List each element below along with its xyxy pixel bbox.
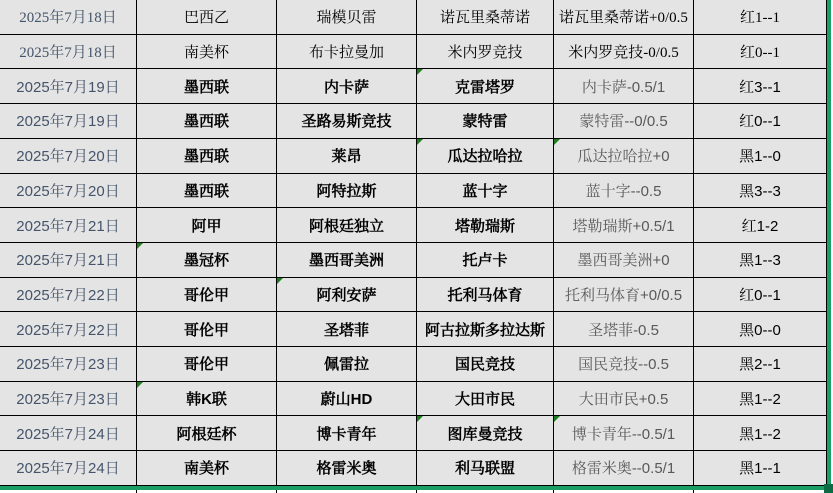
league-cell[interactable] — [137, 278, 277, 313]
match-date-cell[interactable] — [0, 382, 137, 417]
handicap-pick-cell[interactable] — [554, 243, 694, 278]
away-team-cell[interactable] — [417, 139, 554, 174]
home-team-cell[interactable] — [277, 104, 417, 139]
away-team-text: 米内罗竞技 — [447, 45, 523, 62]
cell-error-triangle-icon — [554, 139, 560, 145]
handicap-pick-cell[interactable] — [554, 347, 694, 382]
away-team-text: 克雷塔罗 — [454, 78, 515, 96]
away-team-text: 利马联盟 — [454, 460, 515, 478]
result-cell[interactable] — [694, 69, 827, 104]
league-text: 韩K联 — [186, 391, 227, 409]
league-text: 墨西联 — [183, 113, 229, 131]
handicap-pick-text: 墨西哥美洲+0 — [577, 252, 670, 270]
handicap-pick-text: 瓜达拉哈拉+0 — [577, 148, 670, 166]
match-date-text: 2025年7月23日 — [16, 356, 120, 374]
handicap-pick-text: 米内罗竞技-0/0.5 — [568, 45, 679, 62]
home-team-text: 阿特拉斯 — [316, 182, 377, 200]
handicap-pick-text: 国民竞技--0.5 — [578, 356, 669, 374]
away-team-text: 塔勒瑞斯 — [454, 217, 515, 235]
away-team-text: 瓜达拉哈拉 — [447, 148, 523, 166]
away-team-text: 蓝十字 — [462, 182, 508, 200]
result-cell[interactable] — [694, 208, 827, 243]
handicap-pick-cell[interactable] — [554, 35, 694, 70]
league-cell[interactable] — [137, 347, 277, 382]
league-cell[interactable] — [137, 243, 277, 278]
home-team-cell[interactable] — [277, 174, 417, 209]
match-date-text: 2025年7月24日 — [16, 425, 120, 443]
league-cell[interactable] — [137, 312, 277, 347]
match-date-text: 2025年7月20日 — [16, 182, 120, 200]
result-text: 红0--1 — [739, 113, 781, 131]
league-cell[interactable] — [137, 416, 277, 451]
match-date-cell[interactable] — [0, 312, 137, 347]
handicap-pick-text: 大田市民+0.5 — [578, 391, 669, 409]
match-date-cell[interactable] — [0, 451, 137, 486]
result-text: 红0--1 — [740, 45, 780, 62]
home-team-text: 佩雷拉 — [323, 356, 369, 374]
home-team-cell[interactable] — [277, 69, 417, 104]
handicap-pick-cell[interactable] — [554, 139, 694, 174]
away-team-cell[interactable] — [417, 382, 554, 417]
league-text: 阿根廷杯 — [176, 425, 237, 443]
home-team-cell[interactable] — [277, 382, 417, 417]
home-team-text: 布卡拉曼加 — [308, 45, 384, 62]
handicap-pick-text: 诺瓦里桑蒂诺+0/0.5 — [559, 10, 688, 27]
home-team-text: 内卡萨 — [323, 78, 369, 96]
league-cell[interactable] — [137, 208, 277, 243]
handicap-pick-cell[interactable] — [554, 278, 694, 313]
league-text: 墨西联 — [183, 148, 229, 166]
away-team-cell[interactable] — [417, 104, 554, 139]
home-team-cell[interactable] — [277, 416, 417, 451]
result-text: 黑1--3 — [739, 252, 781, 270]
away-team-cell[interactable] — [417, 69, 554, 104]
home-team-text: 博卡青年 — [316, 425, 377, 443]
league-cell[interactable] — [137, 0, 277, 35]
league-cell[interactable] — [137, 451, 277, 486]
match-date-cell[interactable] — [0, 0, 137, 35]
match-date-cell[interactable] — [0, 69, 137, 104]
match-date-text: 2025年7月19日 — [16, 113, 120, 131]
league-cell[interactable] — [137, 69, 277, 104]
away-team-cell[interactable] — [417, 208, 554, 243]
match-date-cell[interactable] — [0, 139, 137, 174]
result-cell[interactable] — [694, 451, 827, 486]
selection-border-right — [827, 0, 831, 490]
league-text: 哥伦甲 — [183, 286, 229, 304]
away-team-cell[interactable] — [417, 416, 554, 451]
result-text: 红3--1 — [739, 78, 781, 96]
league-text: 哥伦甲 — [183, 356, 229, 374]
home-team-cell[interactable] — [277, 35, 417, 70]
league-text: 阿甲 — [191, 217, 222, 235]
cell-error-triangle-icon — [417, 69, 423, 75]
handicap-pick-cell[interactable] — [554, 174, 694, 209]
result-cell[interactable] — [694, 243, 827, 278]
home-team-text: 阿利安萨 — [316, 286, 377, 304]
home-team-cell[interactable] — [277, 208, 417, 243]
match-date-text: 2025年7月20日 — [16, 148, 120, 166]
result-text: 黑0--0 — [739, 321, 781, 339]
home-team-text: 蔚山HD — [320, 391, 373, 409]
handicap-pick-cell[interactable] — [554, 416, 694, 451]
result-cell[interactable] — [694, 139, 827, 174]
match-date-cell[interactable] — [0, 208, 137, 243]
handicap-pick-text: 托利马体育+0/0.5 — [564, 286, 683, 304]
result-text: 红0--1 — [739, 286, 781, 304]
match-date-text: 2025年7月21日 — [16, 217, 120, 235]
match-date-cell[interactable] — [0, 347, 137, 382]
result-cell[interactable] — [694, 278, 827, 313]
result-cell[interactable] — [694, 174, 827, 209]
away-team-cell[interactable] — [417, 451, 554, 486]
result-cell[interactable] — [694, 382, 827, 417]
handicap-pick-cell[interactable] — [554, 451, 694, 486]
home-team-cell[interactable] — [277, 278, 417, 313]
match-date-text: 2025年7月23日 — [16, 391, 120, 409]
league-cell[interactable] — [137, 139, 277, 174]
away-team-text: 托卢卡 — [462, 252, 508, 270]
match-date-text: 2025年7月18日 — [19, 45, 117, 62]
home-team-text: 圣路易斯竞技 — [301, 113, 392, 131]
result-text: 红1-2 — [741, 217, 779, 235]
away-team-cell[interactable] — [417, 0, 554, 35]
result-cell[interactable] — [694, 312, 827, 347]
away-team-text: 大田市民 — [454, 391, 515, 409]
home-team-cell[interactable] — [277, 0, 417, 35]
league-text: 南美杯 — [183, 460, 229, 478]
result-text: 黑1--2 — [739, 425, 781, 443]
result-cell[interactable] — [694, 347, 827, 382]
match-date-cell[interactable] — [0, 243, 137, 278]
handicap-pick-text: 塔勒瑞斯+0.5/1 — [572, 217, 675, 235]
handicap-pick-text: 蒙特雷--0/0.5 — [579, 113, 668, 131]
away-team-text: 蒙特雷 — [462, 113, 508, 131]
away-team-cell[interactable] — [417, 347, 554, 382]
away-team-text: 图库曼竞技 — [447, 425, 523, 443]
result-cell[interactable] — [694, 416, 827, 451]
match-date-text: 2025年7月22日 — [16, 321, 120, 339]
league-text: 南美杯 — [183, 45, 229, 62]
league-text: 墨冠杯 — [183, 252, 229, 270]
result-text: 黑2--1 — [739, 356, 781, 374]
home-team-text: 格雷米奥 — [316, 460, 377, 478]
handicap-pick-cell[interactable] — [554, 69, 694, 104]
home-team-cell[interactable] — [277, 243, 417, 278]
match-date-text: 2025年7月22日 — [16, 286, 120, 304]
handicap-pick-text: 内卡萨-0.5/1 — [581, 78, 666, 96]
home-team-text: 圣塔菲 — [323, 321, 369, 339]
away-team-text: 阿古拉斯多拉达斯 — [424, 321, 545, 339]
away-team-cell[interactable] — [417, 174, 554, 209]
match-date-text: 2025年7月21日 — [16, 252, 120, 270]
home-team-cell[interactable] — [277, 451, 417, 486]
handicap-pick-cell[interactable] — [554, 382, 694, 417]
handicap-pick-text: 格雷米奥--0.5/1 — [571, 460, 676, 478]
handicap-pick-text: 圣塔菲-0.5 — [588, 321, 659, 339]
away-team-cell[interactable] — [417, 312, 554, 347]
league-text: 墨西联 — [183, 78, 229, 96]
home-team-text: 阿根廷独立 — [308, 217, 384, 235]
home-team-text: 墨西哥美洲 — [308, 252, 384, 270]
home-team-cell[interactable] — [277, 312, 417, 347]
home-team-text: 瑞模贝雷 — [316, 10, 377, 27]
result-text: 红1--1 — [740, 10, 780, 27]
league-text: 巴西乙 — [183, 10, 229, 27]
away-team-cell[interactable] — [417, 278, 554, 313]
league-text: 哥伦甲 — [183, 321, 229, 339]
match-date-cell[interactable] — [0, 416, 137, 451]
handicap-pick-text: 博卡青年--0.5/1 — [571, 425, 676, 443]
match-date-cell[interactable] — [0, 35, 137, 70]
away-team-cell[interactable] — [417, 35, 554, 70]
cell-error-triangle-icon — [417, 416, 423, 422]
home-team-cell[interactable] — [277, 347, 417, 382]
match-date-cell[interactable] — [0, 104, 137, 139]
cell-error-triangle-icon — [137, 243, 143, 249]
result-text: 黑1--1 — [739, 460, 781, 478]
away-team-cell[interactable] — [417, 243, 554, 278]
result-cell[interactable] — [694, 104, 827, 139]
handicap-pick-cell[interactable] — [554, 104, 694, 139]
cell-error-triangle-icon — [554, 416, 560, 422]
selection-fill-handle[interactable] — [824, 484, 833, 493]
home-team-cell[interactable] — [277, 139, 417, 174]
away-team-text: 国民竞技 — [454, 356, 515, 374]
result-cell[interactable] — [694, 35, 827, 70]
match-date-cell[interactable] — [0, 174, 137, 209]
league-cell[interactable] — [137, 174, 277, 209]
league-text: 墨西联 — [183, 182, 229, 200]
match-date-cell[interactable] — [0, 278, 137, 313]
cell-error-triangle-icon — [137, 382, 143, 388]
cell-error-triangle-icon — [417, 139, 423, 145]
match-date-text: 2025年7月18日 — [19, 10, 117, 27]
handicap-pick-cell[interactable] — [554, 208, 694, 243]
handicap-pick-cell[interactable] — [554, 0, 694, 35]
match-date-text: 2025年7月19日 — [16, 78, 120, 96]
match-date-text: 2025年7月24日 — [16, 460, 120, 478]
result-cell[interactable] — [694, 0, 827, 35]
league-cell[interactable] — [137, 104, 277, 139]
cell-error-triangle-icon — [277, 278, 283, 284]
handicap-pick-text: 蓝十字--0.5 — [585, 182, 662, 200]
league-cell[interactable] — [137, 35, 277, 70]
handicap-pick-cell[interactable] — [554, 312, 694, 347]
result-text: 黑1--2 — [739, 391, 781, 409]
home-team-text: 莱昂 — [331, 148, 362, 166]
away-team-text: 诺瓦里桑蒂诺 — [439, 10, 530, 27]
away-team-text: 托利马体育 — [447, 286, 523, 304]
result-text: 黑1--0 — [739, 148, 781, 166]
result-text: 黑3--3 — [739, 182, 781, 200]
league-cell[interactable] — [137, 382, 277, 417]
